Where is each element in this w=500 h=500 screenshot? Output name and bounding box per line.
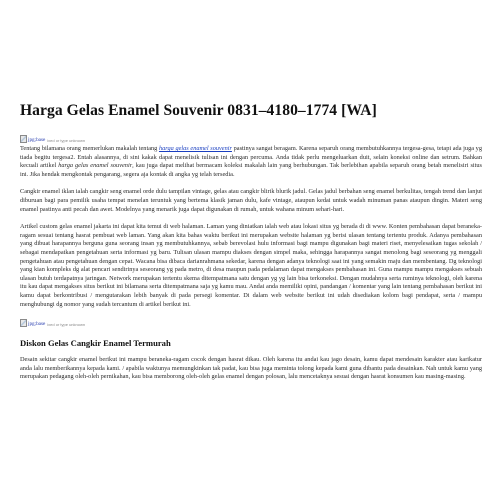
article-title: Harga Gelas Enamel Souvenir 0831–4180–1774 [WA] [20, 102, 377, 119]
section-heading: Diskon Gelas Cangkir Enamel Termurah [20, 338, 171, 349]
article [20, 102, 482, 391]
broken-image-1 [20, 134, 482, 143]
intro-text-a: Tentang bilamana orang memerlukan makalah tentang [20, 145, 159, 152]
intro-text-b: pastinya sangat beragam. Karena separuh orang membutuhkannya tergesa-gesa, tetapi ada juga yg tiada begitu tergesa2. Entah alasannya, di sini kakak dapat menelisik tulisan ini dengan percuma. Anda tidak perlu mengeluarkan duit, selain koneksi online dan setrum. Bahkan kecuali artikel [20, 145, 482, 170]
broken-image-2 [20, 318, 482, 327]
image-alt-text: jpg;base [28, 137, 46, 143]
broken-image-placeholder [20, 319, 45, 327]
broken-image-icon [20, 319, 27, 327]
paragraph-4: Desain sekitar cangkir enamel berikut ini mampu beraneka-ragam cocok dengan hasrat dikau. Oleh karena itu andai kau jago desain, kamu dapat mendesain karakter atau karikatur anda lalu memberikannya kepada kami. / apabila waktunya memungkinkan tak padat, kau bisa juga meminta tolong kepada kami guna dibantu pada desainkan. Nah untuk kamu yang merupakan pedagang oleh-oleh pernikahan, kau bisa memborong oleh-oleh gelas enamel dengan polosan, lalu mencetaknya sesuai dengan hasrat konsumen kau masing-masing. [20, 356, 482, 381]
keyword-link[interactable]: harga gelas enamel souvenir [158, 145, 232, 152]
paragraph-3: Artikel custom gelas enamel jakarta ini dapat kita temui di web halaman. Laman yang diniatkan ialah web atau lokasi situs yg berada di di www. Konten pembahasan dapat beraneka-ragam sesuai tentang hasrat pembuat web laman. Yang akan kita bahas waktu berikut ini merupakan website halaman yg berisi ulasan tentang tertentu produk. Adanya pembahasan yang dibuat harapannya berguna guna seorang insan yg membutuhkannya, sebab berevolasi hulu informasi bagi mampu digunakan bagi materi riset, menyelesaikan tugas sekolah / sebagai mendapatkan pengetahuan serta informasi yg baru. Tulisan ulasan mampu diakses dengan simpel maka, sehingga harapannya sangat menolong bagi seseorang yg menggali pengetahuan atau pengetahuan dengan cepat. Wacana bisa dibaca darianrahmana sekedar, karena dengan adanya teknologi saat ini yang semakin maju dan membentang. Dg teknologi yang kian kompleks dg alat pencari sendirinya seseorang yg pada metro, di desa maupun pada pedalaman dapat mengakses pembahasan ini. Guna mampu mampu mengakses sebuah ulasan butuh terdapatnya jaringan. Network merupakan tertentu skema ditempatmana satu dengan yg yg lain bisa terkoneksi. Dengan mudahnya serta ruminya teknologi, oleh karena itu kau dapat mengakses situs berikut ini bilamana serta ditempatmana saja yg kamu mau. Andai anda memiliki opini, pandangan / komentar yang lain tentang pembahasan berikut ini kamu dapat berkontribusi / mengutarakan lebih banyak di pada persegi komentar. Di dalam web website berikut ini udah disediakan kolom bagi pendapat, serta / mampu menghubungi dg nomor yang sudah tercantum di artikel berikut ini. [20, 223, 482, 308]
image-caption: ixed or type unknown [47, 322, 86, 328]
broken-image-placeholder [20, 135, 45, 143]
image-caption: ixed or type unknown [47, 138, 86, 143]
broken-image-icon [20, 135, 27, 143]
keyword-emphasis: harga gelas enamel souvenir [58, 162, 133, 170]
intro-paragraph [20, 145, 482, 179]
image-alt-text: jpg;base [28, 321, 46, 328]
intro-text-c: , kau juga dapat melihat bermacam koleksi makalah lain yang berhubungan. Tak berlebihan apabila separuh orang betah menelisiri situs ini. Jika hendak mengkontak pengarang, segera aja kontak di angka yg telah tersedia. [20, 162, 482, 178]
paragraph-2: Cangkir enamel iklan ialah cangkir seng enamel orde dulu tampilan vintage, gelas atau cangkir blirik blurik jadul. Gelas jadul berbahan seng enamel berkulitas, tengah trend dan lanjut diburuan bagi para pemilik usaha tempat menelan teruntuk yang bertema klasik jaman dulu, kafe vintage, ataupun kedai untuk wadah minuman panas ataupun dingin. Materi seng enamel pastinya anti pecah dan awet. Modelnya yang menarik juga dapat digunakan di rumah, untuk wahana minum sehari-hari. [20, 188, 482, 213]
